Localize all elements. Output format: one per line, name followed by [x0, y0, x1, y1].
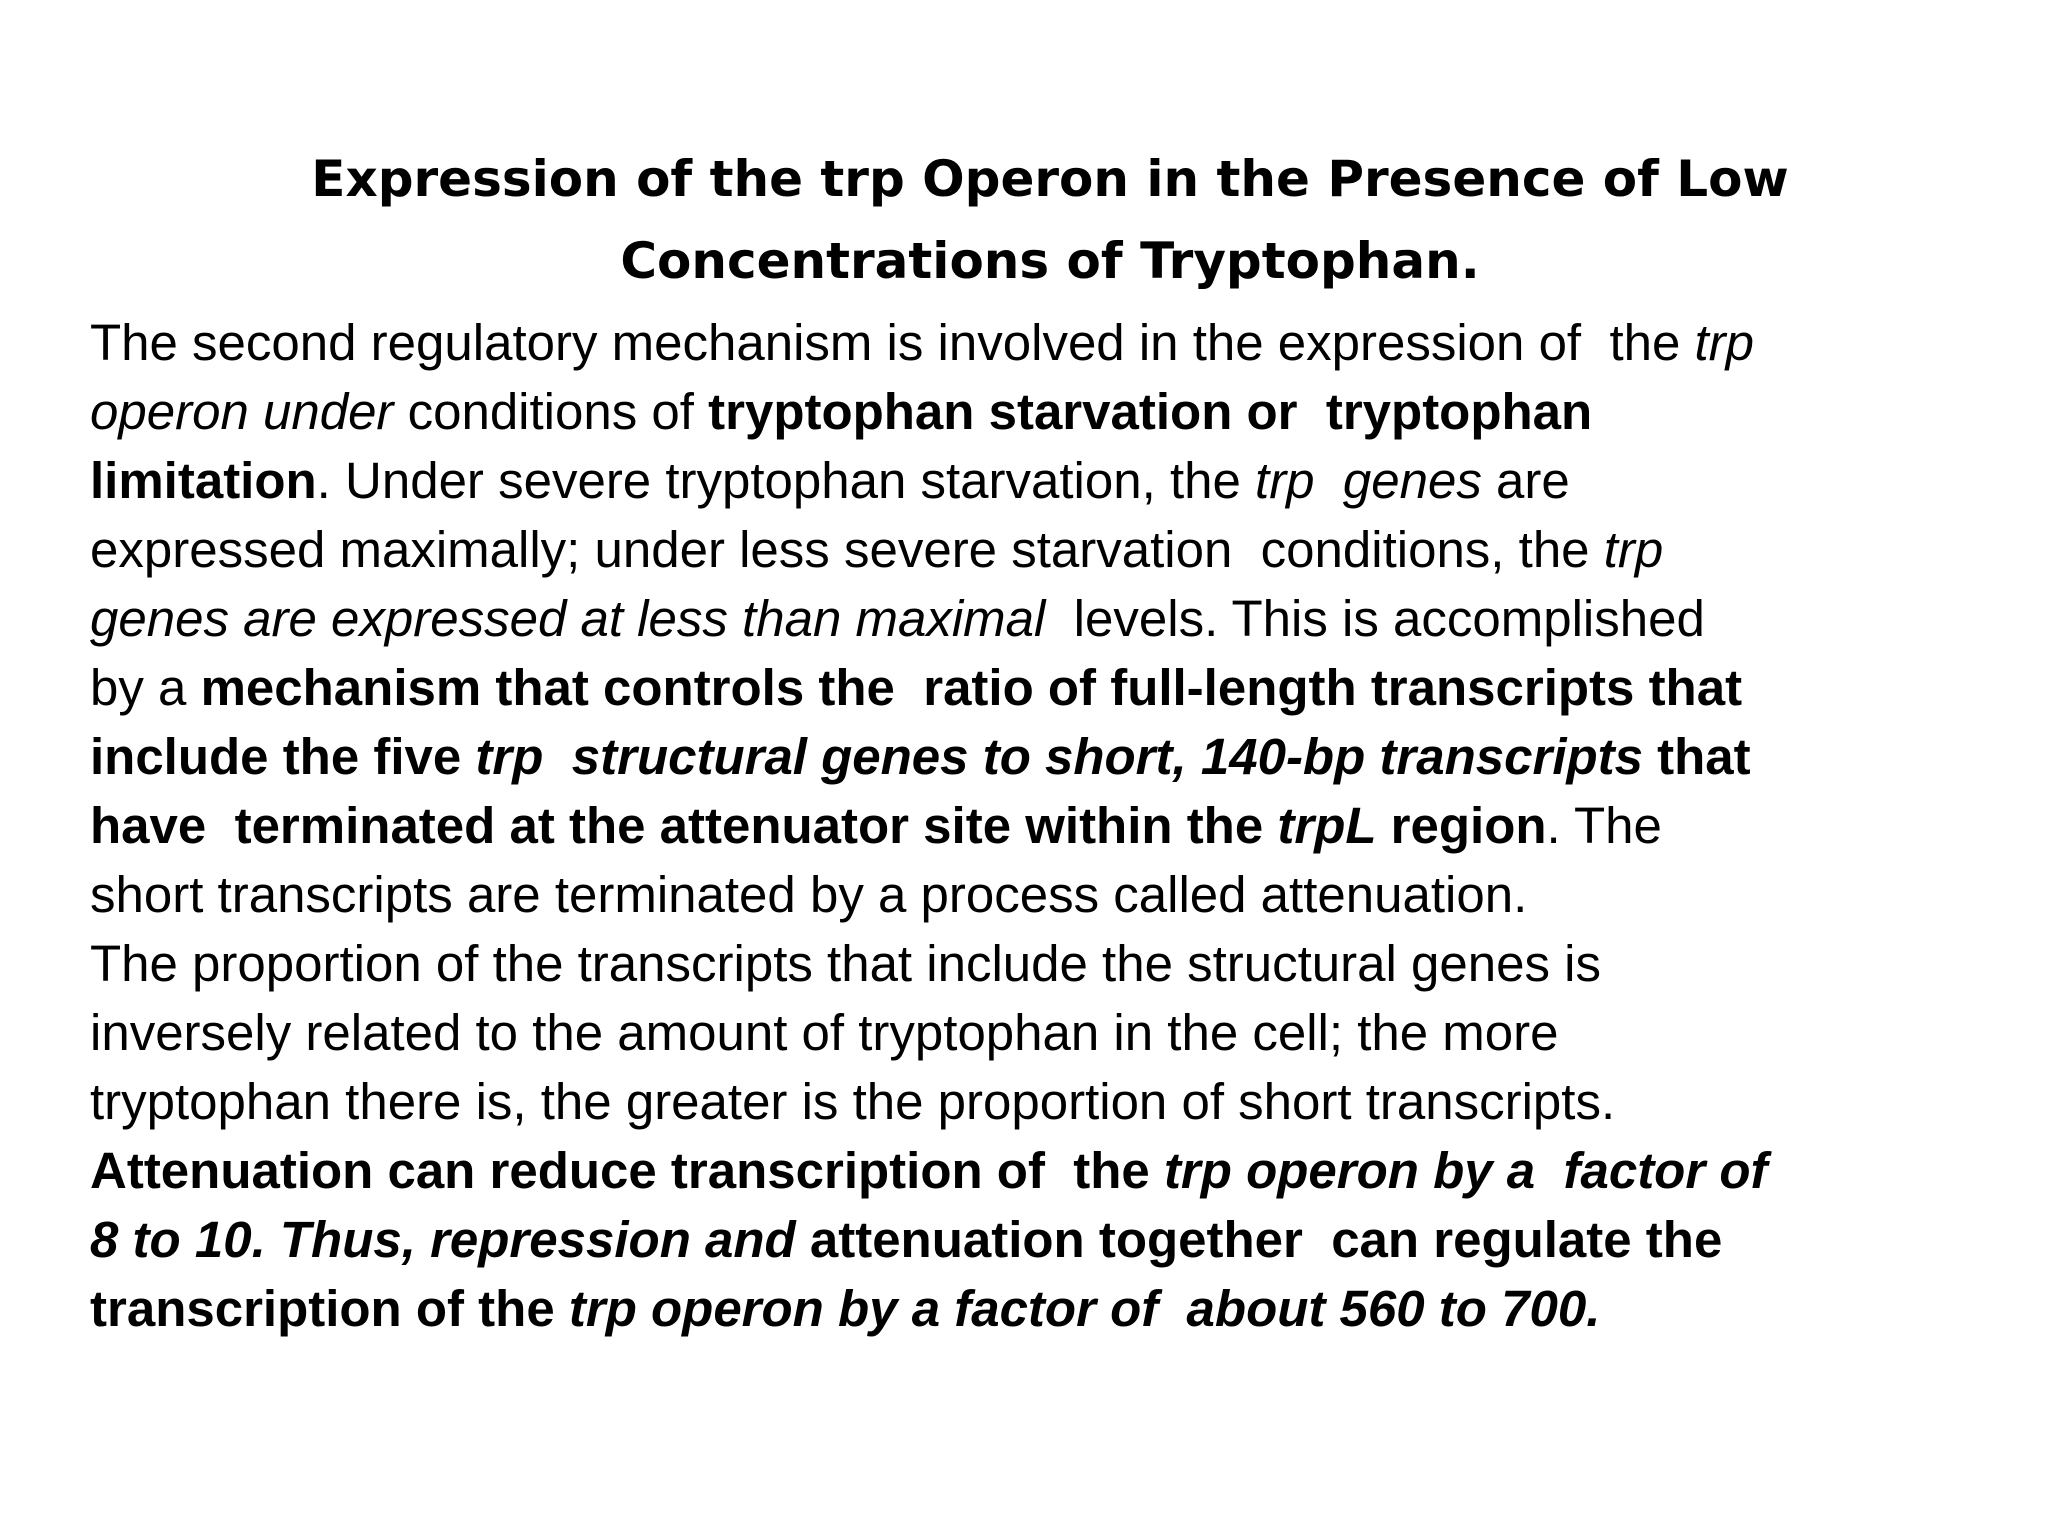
- body-line: [90, 860, 2048, 929]
- body-line: [90, 308, 2048, 377]
- body-line: [90, 791, 2048, 860]
- text-run-italic: trp genes: [1255, 452, 1482, 509]
- slide-title-line-1: Expression of the trp Operon in the Presence of Low: [311, 150, 1789, 208]
- body-line: [90, 1136, 2048, 1205]
- body-line: [90, 1274, 2048, 1343]
- text-run-bold: have terminated at the attenuator site within the: [90, 797, 1278, 854]
- text-run-italic: trp: [1603, 521, 1664, 578]
- body-line: [90, 446, 2048, 515]
- text-run-bold: Attenuation can reduce transcription of the: [90, 1142, 1164, 1199]
- text-run: The proportion of the transcripts that include the structural genes is: [90, 935, 1601, 992]
- slide-body: [90, 308, 2048, 1343]
- body-line: [90, 722, 2048, 791]
- text-run-italic: trp: [1694, 314, 1755, 371]
- text-run: . The: [1546, 797, 1662, 854]
- body-line: [90, 377, 2048, 446]
- text-run-bold: region: [1376, 797, 1547, 854]
- text-run: . Under severe tryptophan starvation, the: [316, 452, 1256, 509]
- text-run-bold: mechanism that controls the ratio of full-length transcripts that: [200, 659, 1743, 716]
- text-run-bold: attenuation together can regulate the: [795, 1211, 1723, 1268]
- text-run: inversely related to the amount of tryptophan in the cell; the more: [90, 1004, 1559, 1061]
- text-run: levels. This is accomplished: [1045, 590, 1705, 647]
- body-line: [90, 653, 2048, 722]
- text-run-bold: include the five: [90, 728, 476, 785]
- body-line: [90, 929, 2048, 998]
- text-run: tryptophan there is, the greater is the proportion of short transcripts.: [90, 1073, 1616, 1130]
- text-run: The second regulatory mechanism is involved in the expression of the: [90, 314, 1695, 371]
- text-run-bold: limitation: [90, 452, 317, 509]
- text-run-bold: transcription of the: [90, 1280, 569, 1337]
- text-run-bold: tryptophan starvation or tryptophan: [708, 383, 1593, 440]
- slide-title-line-2: Concentrations of Tryptophan.: [620, 232, 1480, 290]
- body-line: [90, 584, 2048, 653]
- body-line: [90, 998, 2048, 1067]
- text-run: conditions of: [393, 383, 709, 440]
- text-run: by a: [90, 659, 201, 716]
- text-run: are: [1481, 452, 1570, 509]
- text-run-italic: operon under: [90, 383, 394, 440]
- text-run: expressed maximally; under less severe starvation conditions, the: [90, 521, 1604, 578]
- slide-title: [200, 138, 1900, 302]
- text-run: short transcripts are terminated by a process called attenuation.: [90, 866, 1528, 923]
- text-run-italic: genes are expressed at less than maximal: [90, 590, 1046, 647]
- text-run-bold: that: [1643, 728, 1751, 785]
- text-run-bold-italic: trp operon by a factor of: [1163, 1142, 1768, 1199]
- text-run-bold-italic: trp structural genes to short, 140-bp transcripts: [475, 728, 1643, 785]
- text-run-bold-italic: trp operon by a factor of about 560 to 700.: [568, 1280, 1601, 1337]
- text-run-bold-italic: trpL: [1277, 797, 1377, 854]
- body-line: [90, 1067, 2048, 1136]
- text-run-bold-italic: 8 to 10. Thus, repression and: [90, 1211, 796, 1268]
- body-line: [90, 515, 2048, 584]
- body-line: [90, 1205, 2048, 1274]
